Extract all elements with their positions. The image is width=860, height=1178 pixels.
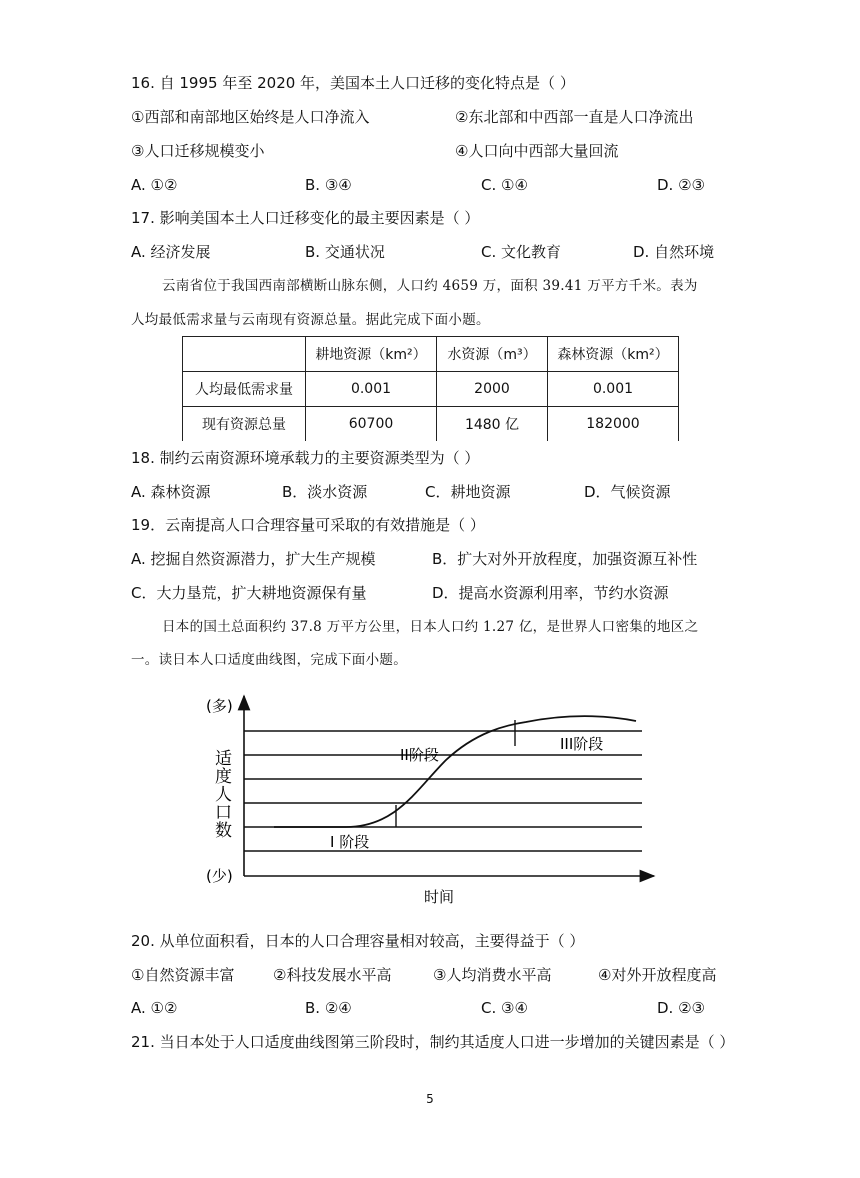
table-header-cell: 森林资源（km²）	[548, 337, 679, 372]
resource-table	[182, 336, 679, 441]
japan-intro-line2: 一。读日本人口适度曲线图，完成下面小题。	[131, 652, 407, 668]
q16-statement-3: ③人口迁移规模变小	[131, 142, 265, 160]
table-cell: 60700	[306, 407, 437, 442]
q18-option-b: B．淡水资源	[282, 483, 368, 501]
q20-statement-2: ②科技发展水平高	[273, 966, 392, 984]
q17-stem: 17. 影响美国本土人口迁移变化的最主要因素是（ ）	[131, 209, 480, 227]
table-cell: 现有资源总量	[183, 407, 306, 442]
q16-statement-1: ①西部和南部地区始终是人口净流入	[131, 108, 370, 126]
q19-option-d: D．提高水资源利用率，节约水资源	[432, 584, 669, 602]
y-label-char: 度	[215, 767, 232, 787]
table-cell: 182000	[548, 407, 679, 442]
y-label-char: 适	[215, 749, 232, 769]
table-cell: 0.001	[306, 372, 437, 407]
stage-3-label: III阶段	[560, 735, 604, 753]
table-cell: 0.001	[548, 372, 679, 407]
q18-option-a: A. 森林资源	[131, 483, 211, 501]
page-number: 5	[426, 1092, 434, 1106]
y-label-char: 数	[215, 821, 232, 841]
stage-2-label: II阶段	[400, 746, 439, 764]
population-curve	[274, 716, 636, 827]
q17-option-c: C. 文化教育	[481, 243, 562, 261]
q18-option-d: D．气候资源	[584, 483, 671, 501]
q20-option-b: B. ②④	[305, 999, 352, 1017]
table-header-row	[183, 337, 679, 372]
q20-option-c: C. ③④	[481, 999, 528, 1017]
q16-stem: 16. 自 1995 年至 2020 年，美国本土人口迁移的变化特点是（ ）	[131, 74, 575, 92]
q19-option-c: C．大力垦荒，扩大耕地资源保有量	[131, 584, 367, 602]
q16-option-d: D. ②③	[657, 176, 705, 194]
y-label-char: 口	[215, 803, 232, 823]
yunnan-intro-line1: 云南省位于我国西南部横断山脉东侧，人口约 4659 万，面积 39.41 万平方千米。表为	[162, 278, 698, 294]
q17-option-a: A. 经济发展	[131, 243, 211, 261]
axis-more-label: (多)	[206, 697, 233, 715]
q16-option-a: A. ①②	[131, 176, 178, 194]
q20-option-d: D. ②③	[657, 999, 705, 1017]
q20-statement-1: ①自然资源丰富	[131, 966, 235, 984]
q18-stem: 18. 制约云南资源环境承载力的主要资源类型为（ ）	[131, 449, 480, 467]
q20-statement-4: ④对外开放程度高	[598, 966, 717, 984]
q17-option-d: D. 自然环境	[633, 243, 715, 261]
q19-option-a: A. 挖掘自然资源潜力，扩大生产规模	[131, 550, 376, 568]
table-header-cell: 水资源（m³）	[437, 337, 548, 372]
stage-1-label: I 阶段	[330, 833, 370, 851]
x-axis-label: 时间	[424, 888, 455, 906]
q19-stem: 19．云南提高人口合理容量可采取的有效措施是（ ）	[131, 516, 485, 534]
q20-statement-3: ③人均消费水平高	[433, 966, 552, 984]
table-row	[183, 372, 679, 407]
table-cell: 2000	[437, 372, 548, 407]
q16-option-c: C. ①④	[481, 176, 528, 194]
table-cell: 人均最低需求量	[183, 372, 306, 407]
q21-stem: 21. 当日本处于人口适度曲线图第三阶段时，制约其适度人口进一步增加的关键因素是（ ）	[131, 1033, 735, 1051]
q18-option-c: C．耕地资源	[425, 483, 511, 501]
table-header-cell: 耕地资源（km²）	[306, 337, 437, 372]
table-row	[183, 407, 679, 442]
q16-option-b: B. ③④	[305, 176, 352, 194]
q17-option-b: B. 交通状况	[305, 243, 385, 261]
yunnan-intro-line2: 人均最低需求量与云南现有资源总量。据此完成下面小题。	[131, 312, 490, 328]
q16-statement-2: ②东北部和中西部一直是人口净流出	[455, 108, 694, 126]
population-curve-figure	[196, 690, 666, 912]
q19-option-b: B．扩大对外开放程度，加强资源互补性	[432, 550, 698, 568]
q20-stem: 20. 从单位面积看，日本的人口合理容量相对较高，主要得益于（ ）	[131, 932, 585, 950]
q16-statement-4: ④人口向中西部大量回流	[455, 142, 619, 160]
table-header-cell	[183, 337, 306, 372]
axis-less-label: (少)	[206, 867, 233, 885]
y-label-char: 人	[215, 785, 232, 805]
japan-intro-line1: 日本的国土总面积约 37.8 万平方公里，日本人口约 1.27 亿，是世界人口密集的地区之	[162, 619, 699, 635]
q20-option-a: A. ①②	[131, 999, 178, 1017]
table-cell: 1480 亿	[437, 407, 548, 442]
